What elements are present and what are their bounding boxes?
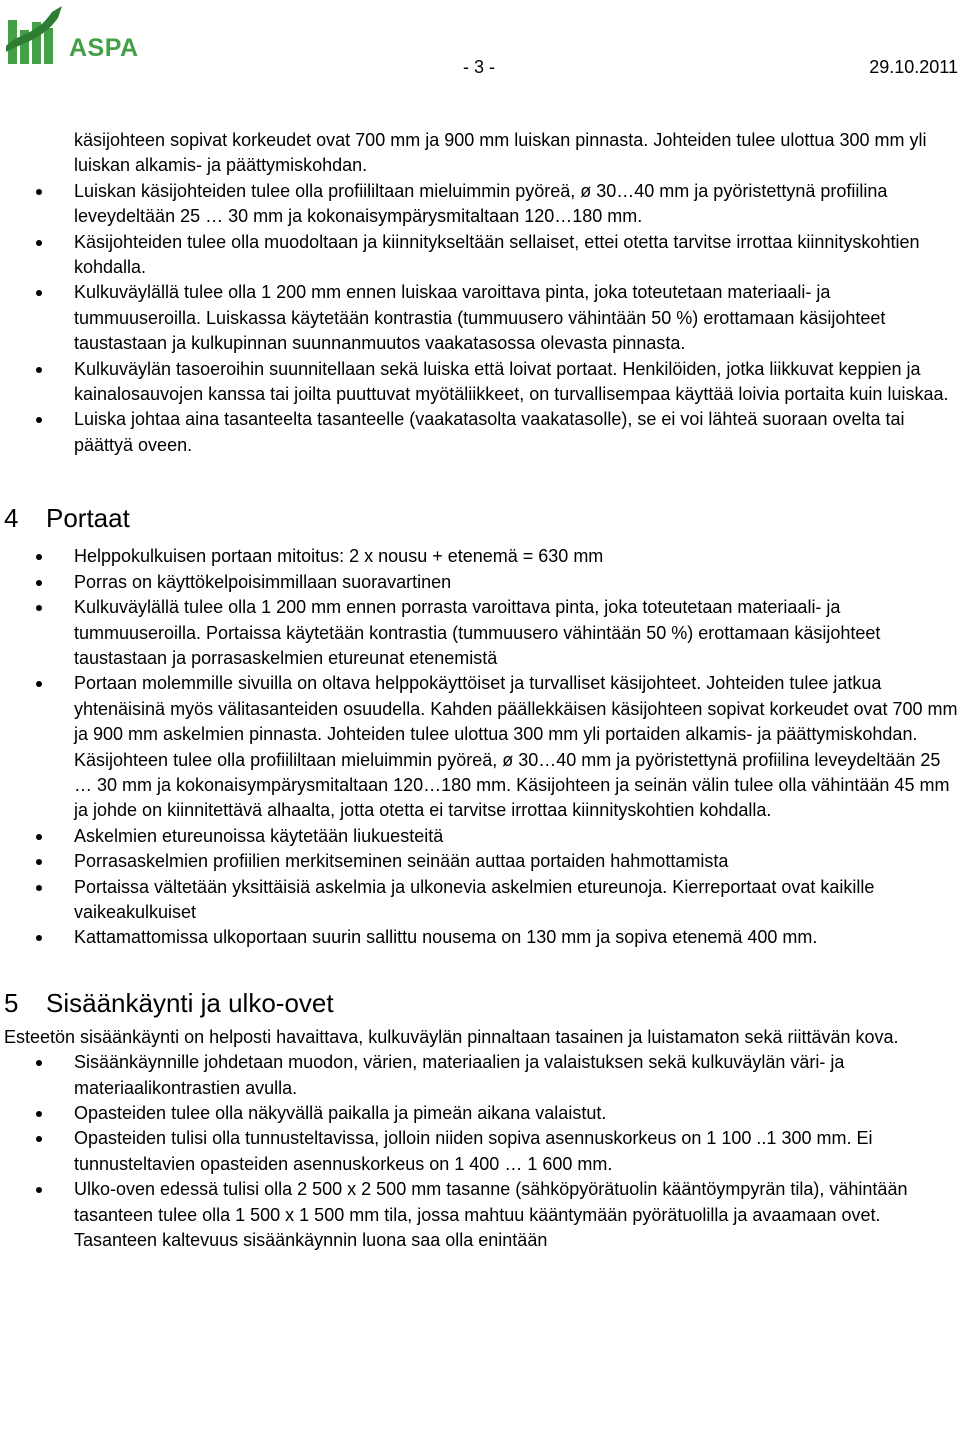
list-item: Kattamattomissa ulkoportaan suurin sallittu nousema on 130 mm ja sopiva etenemä 400 mm. bbox=[0, 925, 958, 950]
list-item: Portaan molemmille sivuilla on oltava helppokäyttöiset ja turvalliset käsijohteet. Johteiden tulee jatkua yhtenäisinä myös välitasanteiden osuudella. Kahden päällekkäisen käsijohteen sopivat korkeudet ovat 700 mm ja 900 mm askelmien pinnasta. Johteiden tulee ulottua 300 mm yli portaiden alkamis- ja päättymiskohdan. Käsijohteen tulee olla profiililtaan mieluimmin pyöreä, ø 30…40 mm ja pyöristettynä profiilina leveydeltään 25 … 30 mm ja kokonaisympärysmitaltaan 120…180 mm. Käsijohteen ja seinän välin tulee olla vähintään 45 mm ja johde on kiinnitettävä alhaalta, jotta otetta ei tarvitse irrottaa kiinnityskohtien kohdalla. bbox=[0, 671, 958, 823]
list-item: Luiska johtaa aina tasanteelta tasanteelle (vaakatasolta vaakatasolle), se ei voi lähteä suoraan ovelta tai päättyä oveen. bbox=[0, 407, 958, 458]
list-item: Helppokulkuisen portaan mitoitus: 2 x nousu + etenemä = 630 mm bbox=[0, 544, 958, 569]
section-title: Sisäänkäynti ja ulko-ovet bbox=[46, 987, 334, 1018]
page-number: - 3 - bbox=[463, 57, 496, 77]
section-number: 5 bbox=[4, 987, 19, 1018]
stairs-bullet-list bbox=[0, 544, 958, 951]
page-date: 29.10.2011 bbox=[869, 57, 958, 77]
continuation-paragraph: käsijohteen sopivat korkeudet ovat 700 mm ja 900 mm luiskan pinnasta. Johteiden tulee ulottua 300 mm yli luiskan alkamis- ja päättymiskohdan. bbox=[74, 130, 927, 176]
list-item: Kulkuväylän tasoeroihin suunnitellaan sekä luiska että loivat portaat. Henkilöiden, jotka liikkuvat keppien ja kainalosauvojen kanssa tai joilta puuttuvat myötäliikkeet, on turvallisempaa käyttää loivia portaita kuin luiskaa. bbox=[0, 357, 958, 408]
list-item: Kulkuväylällä tulee olla 1 200 mm ennen luiskaa varoittava pinta, joka toteutetaan materiaali- ja tummuuseroilla. Luiskassa käytetään kontrastia (tummuusero vähintään 50 %) erottamaan käsijohteet taustastaan ja kulkupinnan suunnanmuutos vaakatasossa olevasta pinnasta. bbox=[0, 280, 958, 356]
list-item: Ulko-oven edessä tulisi olla 2 500 x 2 500 mm tasanne (sähköpyörätuolin kääntöympyrän tila), vähintään tasanteen tulee olla 1 500 x 1 500 mm tila, jossa mahtuu kääntymään pyörätuolilla ja avaamaan ovet. Tasanteen kaltevuus sisäänkäynnin luona saa olla enintään bbox=[0, 1177, 958, 1253]
list-item: Opasteiden tulisi olla tunnusteltavissa, jolloin niiden sopiva asennuskorkeus on 1 100 ..1 300 mm. Ei tunnusteltavien opasteiden asennuskorkeus on 1 400 … 1 600 mm. bbox=[0, 1126, 958, 1177]
section-intro-paragraph: Esteetön sisäänkäynti on helposti havaittava, kulkuväylän pinnaltaan tasainen ja luistamaton sekä riittävän kova. bbox=[4, 1026, 899, 1047]
list-item: Askelmien etureunoissa käytetään liukuesteitä bbox=[0, 824, 958, 849]
list-item: Portaissa vältetään yksittäisiä askelmia ja ulkonevia askelmien etureunoja. Kierreportaat ovat kaikille vaikeakulkuiset bbox=[0, 875, 958, 926]
aspa-logo bbox=[6, 6, 146, 70]
list-item: Kulkuväylällä tulee olla 1 200 mm ennen porrasta varoittava pinta, joka toteutetaan materiaali- ja tummuuseroilla. Portaissa käytetään kontrastia (tummuusero vähintään 50 %) erottamaan käsijohteet taustastaan ja porrasaskelmien etureunat etenemistä bbox=[0, 595, 958, 671]
ramp-bullet-list bbox=[0, 179, 958, 458]
list-item: Porrasaskelmien profiilien merkitseminen seinään auttaa portaiden hahmottamista bbox=[0, 849, 958, 874]
section-heading-portaat bbox=[0, 502, 958, 534]
section-number: 4 bbox=[4, 503, 19, 534]
list-item: Porras on käyttökelpoisimmillaan suoravartinen bbox=[0, 570, 958, 595]
list-item: Käsijohteiden tulee olla muodoltaan ja kiinnitykseltään sellaiset, ettei otetta tarvitse irrottaa kiinnityskohtien kohdalla. bbox=[0, 230, 958, 281]
logo-text: ASPA bbox=[69, 34, 139, 62]
list-item: Opasteiden tulee olla näkyvällä paikalla ja pimeän aikana valaistut. bbox=[0, 1101, 958, 1126]
list-item: Luiskan käsijohteiden tulee olla profiililtaan mieluimmin pyöreä, ø 30…40 mm ja pyöristettynä profiilina leveydeltään 25 … 30 mm ja kokonaisympärysmitaltaan 120…180 mm. bbox=[0, 179, 958, 230]
list-item: Sisäänkäynnille johdetaan muodon, värien, materiaalien ja valaistuksen sekä kulkuväylän väri- ja materiaalikontrastien avulla. bbox=[0, 1050, 958, 1101]
section-title: Portaat bbox=[46, 503, 130, 534]
section-heading-sisaankaynti bbox=[0, 987, 958, 1019]
entrance-bullet-list bbox=[0, 1050, 958, 1253]
document-body bbox=[0, 128, 958, 1253]
